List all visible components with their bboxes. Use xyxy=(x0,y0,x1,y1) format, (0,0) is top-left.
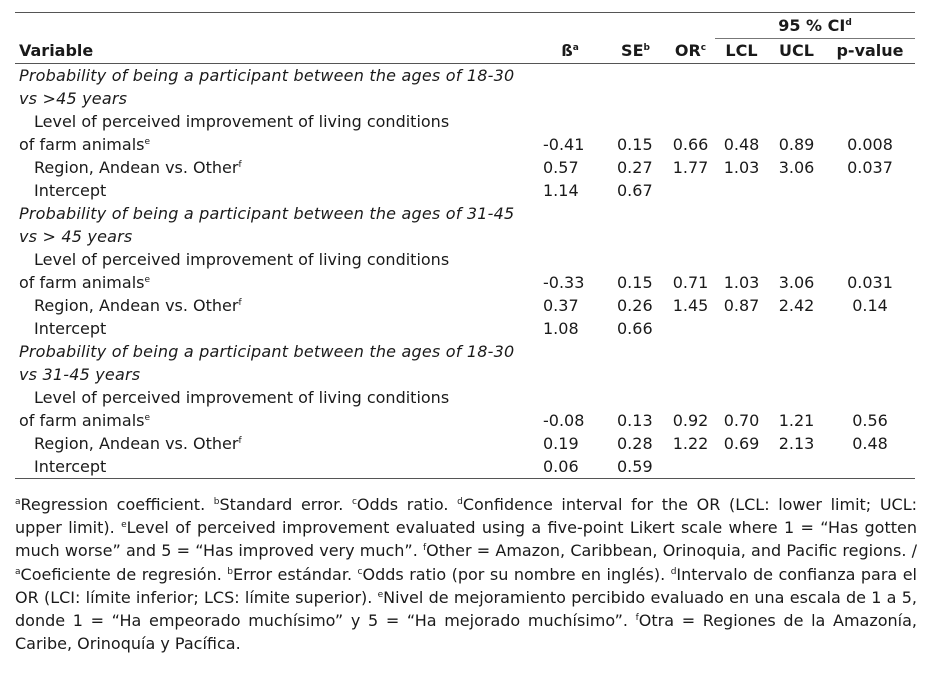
table-row xyxy=(15,110,915,156)
lcl-cell: 0.69 xyxy=(723,434,760,453)
header-row xyxy=(15,39,915,64)
beta-cell: -0.33 xyxy=(543,273,585,292)
pvalue-cell: 0.48 xyxy=(852,434,888,453)
se-header: $SE^b$ xyxy=(605,39,666,64)
lcl-header: LCL xyxy=(715,39,768,64)
ucl-cell: 2.42 xyxy=(778,296,815,315)
table-footnotes: $^a$Regression coefficient. $^b$Standard error. $^c$Odds ratio. $^d$Confidence interval for the OR (LCL: lower limit; UCL: upper limit). $^e$Level of perceived improvement evaluated using a five-point Likert scale where 1 = “Has gotten much worse” and 5 = “Has improved very much”. $^f$Other = Amazon, Caribbean, Orinoquia, and Pacific regions. / $^a$Coeficiente de regresión. $^b$Error estándar. $^c$Odds ratio (por su nombre en inglés). $^d$Intervalo de confianza para el OR (LCI: límite inferior; LCS: límite superior). $^e$Nivel de mejoramiento percibido evaluado en una escala de 1 a 5, donde 1 = “Ha empeorado muchísimo” y 5 = “Ha mejorado muchísimo”. $^f$Otra = Regiones de la Amazonía, Caribe, Orinoquía y Pacífica. xyxy=(15,495,918,654)
ucl-cell: 3.06 xyxy=(778,158,815,177)
se-cell: 0.26 xyxy=(617,296,653,315)
beta-cell: 0.19 xyxy=(543,434,579,453)
or-cell: 1.45 xyxy=(672,296,709,315)
row-label: Region, Andean vs. Other$^f$ xyxy=(34,296,242,315)
group-title-row xyxy=(15,202,915,248)
beta-header: $ß^a$ xyxy=(535,39,605,64)
beta-cell: 0.06 xyxy=(543,457,579,476)
se-cell: 0.67 xyxy=(617,181,653,200)
row-label: Level of perceived improvement of living conditions of farm animals$^e$ xyxy=(19,112,450,154)
group-title-row xyxy=(15,340,915,386)
table-row xyxy=(15,179,915,202)
variable-header: Variable xyxy=(15,39,535,64)
table-row xyxy=(15,248,915,294)
lcl-cell: 0.48 xyxy=(723,135,760,154)
pvalue-cell: 0.56 xyxy=(852,411,888,430)
ucl-header: UCL xyxy=(768,39,825,64)
or-header: $OR^c$ xyxy=(666,39,715,64)
table-row xyxy=(15,317,915,340)
ucl-cell: 2.13 xyxy=(778,434,815,453)
beta-cell: -0.41 xyxy=(543,135,585,154)
or-cell: 1.77 xyxy=(672,158,709,177)
or-cell: 0.66 xyxy=(672,135,709,154)
row-label: Region, Andean vs. Other$^f$ xyxy=(34,158,242,177)
table-row xyxy=(15,156,915,179)
se-cell: 0.15 xyxy=(617,135,653,154)
or-cell: 0.71 xyxy=(672,273,709,292)
se-cell: 0.59 xyxy=(617,457,653,476)
row-label: Region, Andean vs. Other$^f$ xyxy=(34,434,242,453)
pvalue-cell: 0.037 xyxy=(847,158,893,177)
row-label: Level of perceived improvement of living conditions of farm animals$^e$ xyxy=(19,388,450,430)
group-title-row xyxy=(15,64,915,111)
header-row-ci xyxy=(15,13,915,39)
se-cell: 0.13 xyxy=(617,411,653,430)
or-cell: 0.92 xyxy=(672,411,709,430)
beta-cell: 0.37 xyxy=(543,296,579,315)
pvalue-cell: 0.14 xyxy=(852,296,888,315)
ucl-cell: 1.21 xyxy=(778,411,815,430)
beta-cell: 1.14 xyxy=(543,181,579,200)
beta-cell: 0.57 xyxy=(543,158,579,177)
pvalue-cell: 0.008 xyxy=(847,135,893,154)
lcl-cell: 1.03 xyxy=(723,158,760,177)
regression-table xyxy=(15,12,915,479)
ci-header xyxy=(715,13,915,39)
table-row xyxy=(15,455,915,479)
ci-footnote-mark: d xyxy=(845,18,852,28)
se-cell: 0.27 xyxy=(617,158,653,177)
ucl-cell: 3.06 xyxy=(778,273,815,292)
ci-label: 95 % CI xyxy=(778,16,846,35)
pvalue-header: p-value xyxy=(825,39,915,64)
lcl-cell: 1.03 xyxy=(723,273,760,292)
table-row xyxy=(15,432,915,455)
se-cell: 0.15 xyxy=(617,273,653,292)
se-cell: 0.28 xyxy=(617,434,653,453)
row-label: Intercept xyxy=(34,457,107,476)
beta-cell: 1.08 xyxy=(543,319,579,338)
lcl-cell: 0.70 xyxy=(723,411,760,430)
table-row xyxy=(15,294,915,317)
beta-cell: -0.08 xyxy=(543,411,585,430)
table-row xyxy=(15,386,915,432)
row-label: Intercept xyxy=(34,181,107,200)
ucl-cell: 0.89 xyxy=(778,135,815,154)
row-label: Intercept xyxy=(34,319,107,338)
or-cell: 1.22 xyxy=(672,434,709,453)
pvalue-cell: 0.031 xyxy=(847,273,893,292)
group-title: Probability of being a participant between the ages of 18-30 vs 31-45 years xyxy=(19,342,515,384)
row-label: Level of perceived improvement of living conditions of farm animals$^e$ xyxy=(19,250,450,292)
lcl-cell: 0.87 xyxy=(723,296,760,315)
se-cell: 0.66 xyxy=(617,319,653,338)
group-title: Probability of being a participant between the ages of 31-45 vs > 45 years xyxy=(19,204,515,246)
group-title: Probability of being a participant between the ages of 18-30 vs >45 years xyxy=(19,66,515,108)
